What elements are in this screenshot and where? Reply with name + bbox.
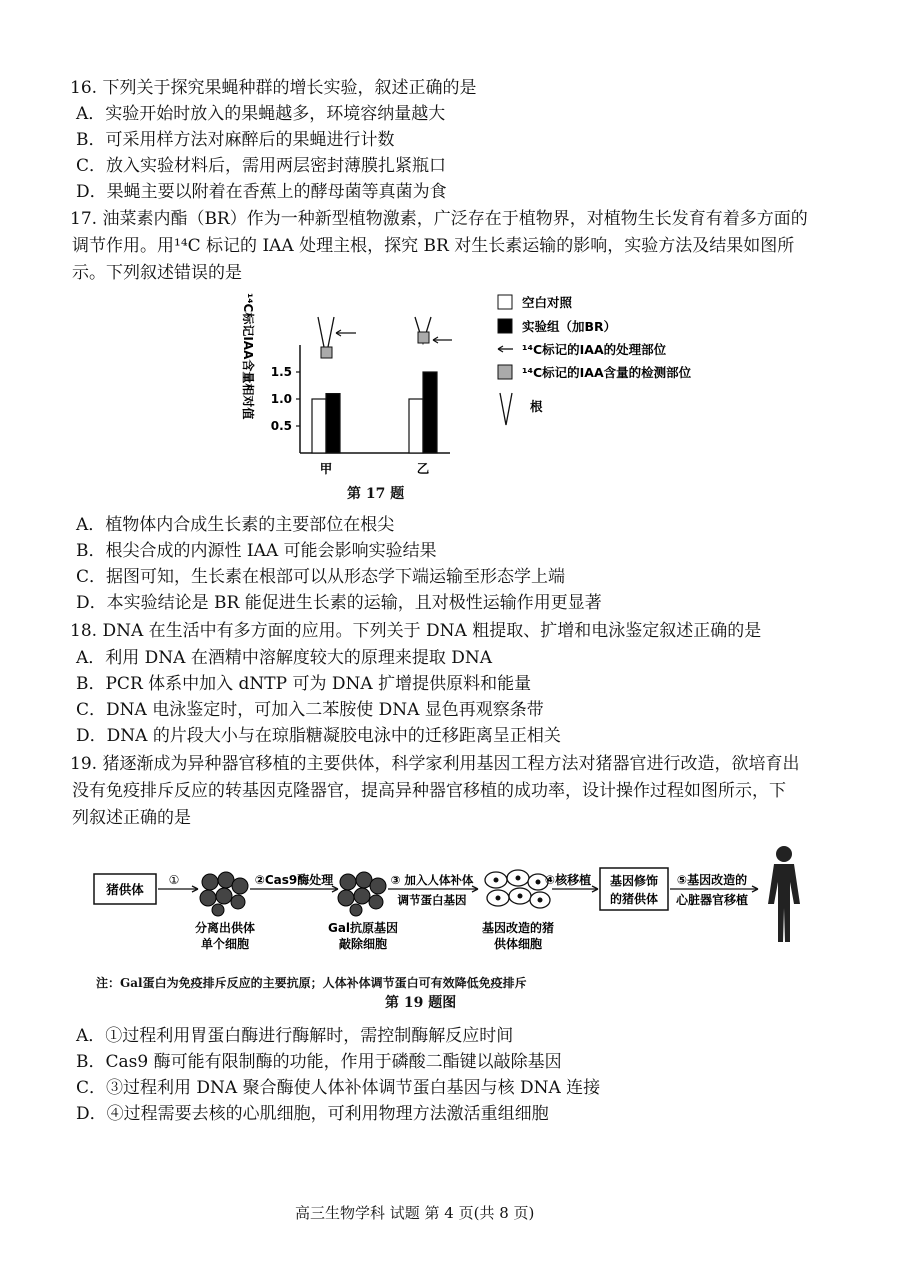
y-axis-label: ¹⁴C标记IAA含量相对值 (241, 293, 255, 420)
q18-option-c: C．DNA 电泳鉴定时，可加入二苯胺使 DNA 显色再观察条带 (76, 700, 544, 720)
q17-bar-chart (230, 285, 750, 485)
x-category-label: 甲 (319, 461, 333, 476)
bar-乙-control (409, 399, 423, 453)
y-tick-label: 0.5 (270, 419, 292, 433)
bar-甲-experiment (326, 394, 340, 453)
step-2-result-line-2: 敲除细胞 (338, 937, 388, 951)
q19-option-c: C．③过程利用 DNA 聚合酶使人体补体调节蛋白基因与核 DNA 连接 (76, 1078, 601, 1098)
q17-option-b: B．根尖合成的内源性 IAA 可能会影响实验结果 (76, 541, 437, 561)
q17-option-a: A．植物体内合成生长素的主要部位在根尖 (76, 515, 395, 535)
legend-label-detection-site: ¹⁴C标记的IAA含量的检测部位 (522, 365, 692, 380)
pig-donor-label: 猪供体 (106, 882, 144, 897)
bar-乙-experiment (423, 372, 437, 453)
x-category-label: 乙 (416, 461, 430, 476)
page-footer: 高三生物学科 试题 第 4 页(共 8 页) (295, 1204, 535, 1222)
root-diagram-jia (318, 317, 356, 358)
step-1-result-line-1: 分离出供体 (194, 921, 256, 935)
human-body-icon (768, 846, 800, 942)
q19-stem-line-3: 列叙述正确的是 (72, 808, 191, 828)
legend-swatch-experiment (498, 319, 512, 333)
step-1-result-line-2: 单个细胞 (200, 937, 250, 951)
q18-stem: 18. DNA 在生活中有多方面的应用。下列关于 DNA 粗提取、扩增和电泳鉴定叙述正确的是 (70, 621, 762, 641)
legend-label-control: 空白对照 (522, 295, 573, 310)
step-2-label: ②Cas9酶处理 (254, 873, 334, 887)
q17-stem-line-2: 调节作用。用¹⁴C 标记的 IAA 处理主根，探究 BR 对生长素运输的影响，实验方法及结果如图所 (72, 236, 795, 256)
legend-label-experiment: 实验组（加BR） (522, 319, 617, 334)
step-2-result-line-1: Gal抗原基因 (327, 921, 399, 935)
step-4-label: ④核移植 (544, 873, 592, 887)
q16-option-d: D．果蝇主要以附着在香蕉上的酵母菌等真菌为食 (76, 182, 447, 202)
q16-stem: 16. 下列关于探究果蝇种群的增长实验，叙述正确的是 (70, 78, 477, 98)
legend-label-treatment-site: ¹⁴C标记的IAA的处理部位 (522, 342, 667, 357)
legend-label-root: 根 (530, 399, 543, 414)
step-3-result-line-2: 供体细胞 (493, 937, 543, 951)
y-tick-label: 1.0 (270, 392, 292, 406)
modified-pig-label-line-1: 基因修饰 (609, 874, 659, 888)
y-tick-label: 1.5 (270, 365, 292, 379)
step-3-label-line-1: ③ 加入人体补体 (390, 873, 474, 887)
legend-swatch-detection (498, 365, 512, 379)
q19-option-d: D．④过程需要去核的心肌细胞，可利用物理方法激活重组细胞 (76, 1104, 549, 1124)
q16-option-a: A．实验开始时放入的果蝇越多，环境容纳量越大 (76, 104, 446, 124)
cell-cluster-icon (200, 872, 248, 916)
q19-flow-diagram (90, 838, 830, 958)
step-1-label: ① (168, 873, 180, 887)
q18-option-a: A．利用 DNA 在酒精中溶解度较大的原理来提取 DNA (76, 648, 493, 668)
q17-option-c: C．据图可知，生长素在根部可以从形态学下端运输至形态学上端 (76, 567, 566, 587)
bar-甲-control (312, 399, 326, 453)
step-3-result-line-1: 基因改造的猪 (481, 921, 555, 935)
q16-option-b: B．可采用样方法对麻醉后的果蝇进行计数 (76, 130, 395, 150)
q17-stem-line-3: 示。下列叙述错误的是 (72, 263, 242, 283)
q16-option-c: C．放入实验材料后，需用两层密封薄膜扎紧瓶口 (76, 156, 447, 176)
q17-figure-caption: 第 17 题 (347, 486, 405, 502)
q19-figure-caption: 第 19 题图 (385, 995, 457, 1011)
chart-legend (498, 295, 692, 425)
step-5-label-line-2: 心脏器官移植 (675, 893, 749, 907)
q17-stem-line-1: 17. 油菜素内酯（BR）作为一种新型植物激素，广泛存在于植物界，对植物生长发育有着多方面的 (70, 209, 808, 229)
q17-option-d: D．本实验结论是 BR 能促进生长素的运输，且对极性运输作用更显著 (76, 593, 602, 613)
q18-option-d: D．DNA 的片段大小与在琼脂糖凝胶电泳中的迁移距离呈正相关 (76, 726, 561, 746)
legend-root-icon (500, 393, 512, 425)
q18-option-b: B．PCR 体系中加入 dNTP 可为 DNA 扩增提供原料和能量 (76, 674, 532, 694)
q19-option-b: B．Cas9 酶可能有限制酶的功能，作用于磷酸二酯键以敲除基因 (76, 1052, 562, 1072)
step-5-label-line-1: ⑤基因改造的 (676, 873, 748, 887)
q19-stem-line-1: 19. 猪逐渐成为异种器官移植的主要供体，科学家利用基因工程方法对猪器官进行改造，欲培育出 (70, 754, 800, 774)
q19-option-a: A．①过程利用胃蛋白酶进行酶解时，需控制酶解反应时间 (76, 1026, 514, 1046)
q19-note: 注：Gal蛋白为免疫排斥反应的主要抗原；人体补体调节蛋白可有效降低免疫排斥 (96, 976, 527, 990)
root-diagram-yi (415, 317, 452, 343)
q19-stem-line-2: 没有免疫排斥反应的转基因克隆器官，提高异种器官移植的成功率，设计操作过程如图所示，下 (72, 781, 786, 801)
step-3-label-line-2: 调节蛋白基因 (397, 893, 467, 907)
modified-pig-label-line-2: 的猪供体 (609, 892, 659, 906)
cell-cluster-icon (338, 872, 386, 916)
legend-swatch-control (498, 295, 512, 309)
